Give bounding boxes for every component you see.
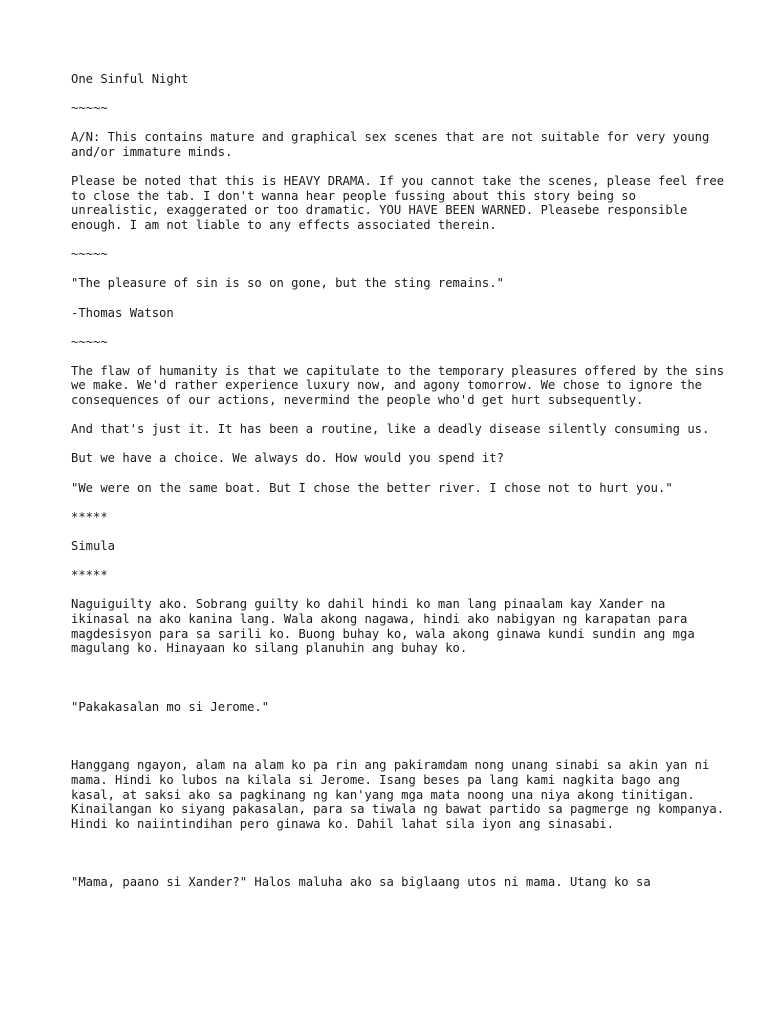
intro-paragraph: But we have a choice. We always do. How would you spend it?: [71, 451, 504, 466]
separator-star: *****: [71, 509, 108, 524]
intro-quote: "We were on the same boat. But I chose the better river. I chose not to hurt you.": [71, 480, 673, 495]
intro-paragraph: The flaw of humanity is that we capitulate to the temporary pleasures offered by the sins we make. We'd rather experience luxury now, and agony tomorrow. We chose to ignore the consequences of our actions, nevermind the people who'd get hurt subsequently.: [71, 363, 732, 408]
dialogue-line: "Pakakasalan mo si Jerome.": [71, 699, 270, 714]
document-page: [71, 72, 731, 890]
separator-tilde: ~~~~~: [71, 101, 108, 116]
separator-tilde: ~~~~~: [71, 334, 108, 349]
chapter-heading: Simula: [71, 539, 116, 553]
epigraph-author: -Thomas Watson: [71, 305, 174, 320]
story-paragraph: Hanggang ngayon, alam na alam ko pa rin ang pakiramdam nong unang sinabi sa akin yan ni mama. Hindi ko lubos na kilala si Jerome. Isang beses pa lang kami nagkita bago ang kasal, at saksi ako sa pagkinang ng kan'yang mga mata noong una niya akong tinitigan. Kinailangan ko siyang pakasalan, para sa tiwala ng bawat partido sa pagmerge ng kompanya. Hindi ko naiintindihan pero ginawa ko. Dahil lahat sila iyon ang sinasabi.: [71, 758, 732, 831]
epigraph-quote: "The pleasure of sin is so on gone, but the sting remains.": [71, 276, 504, 291]
intro-paragraph: And that's just it. It has been a routine, like a deadly disease silently consuming us.: [71, 422, 710, 437]
story-title: One Sinful Night: [71, 72, 189, 86]
author-note: A/N: This contains mature and graphical sex scenes that are not suitable for very young and/or immature minds.: [71, 130, 717, 159]
story-paragraph: Naguiguilty ako. Sobrang guilty ko dahil hindi ko man lang pinaalam kay Xander na ikinasal na ako kanina lang. Wala akong nagawa, hindi ako nabigyan ng karapatan para magdesisyon para sa sarili ko. Buong buhay ko, wala akong ginawa kundi sundin ang mga magulang ko. Hinayaan ko silang planuhin ang buhay ko.: [71, 597, 703, 656]
warning-paragraph: Please be noted that this is HEAVY DRAMA. If you cannot take the scenes, please feel free to close the tab. I don't wanna hear people fussing about this story being so unrealistic, exaggerated or too dramatic. YOU HAVE BEEN WARNED. Pleasebe responsible enough. I am not liable to any effects associated therein.: [71, 174, 732, 232]
dialogue-line: "Mama, paano si Xander?" Halos maluha ako sa biglaang utos ni mama. Utang ko sa: [71, 875, 651, 890]
separator-star: *****: [71, 568, 108, 583]
separator-tilde: ~~~~~: [71, 247, 108, 262]
